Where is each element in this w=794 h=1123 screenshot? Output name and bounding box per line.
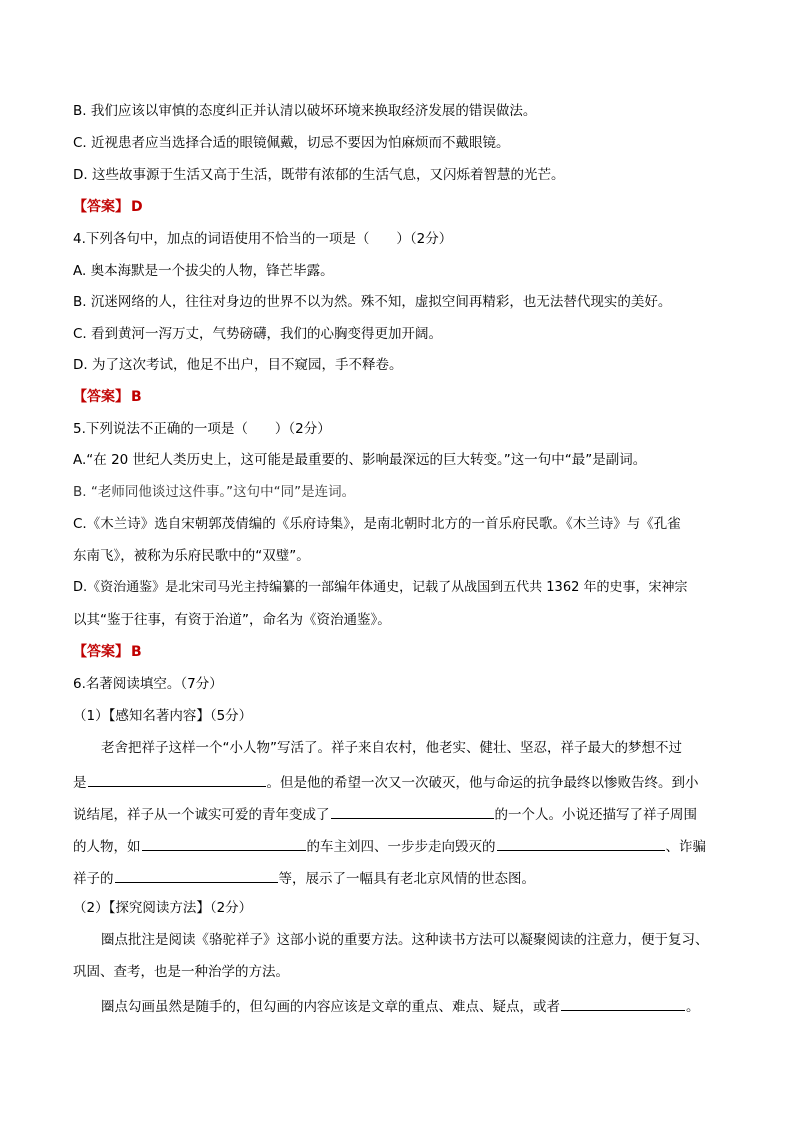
q5-stem: 5.下列说法不正确的一项是（ ）（2分） [73,421,331,437]
q3-option-d: D. 这些故事源于生活又高于生活，既带有浓郁的生活气息，又闪烁着智慧的光芒。 [73,167,565,183]
text-segment: 是 [73,775,87,791]
q4-answer [73,387,142,407]
fill-blank-4[interactable] [497,834,665,851]
answer-label: 【答案】 [73,389,129,405]
q3-option-c: C. 近视患者应当选择合适的眼镜佩戴，切忌不要因为怕麻烦而不戴眼镜。 [73,135,510,151]
q4-option-b: B. 沉迷网络的人，往往对身边的世界不以为然。殊不知，虚拟空间再精彩，也无法替代现实的美好。 [73,294,672,310]
q3-answer [73,197,143,217]
text-segment: 等，展示了一幅具有老北京风情的世态图。 [278,871,535,887]
text-segment: 的车主刘四、一步步走向毁灭的 [306,839,496,855]
text-segment: 的一个人。小说还描写了祥子周围 [494,807,697,823]
answer-value: B [131,389,142,405]
q5-option-d-line2: 以其“鉴于往事，有资于治道”，命名为《资治通鉴》。 [73,612,391,628]
q6-p2-line2: 巩固、查考，也是一种治学的方法。 [73,964,289,980]
q6-part1-title: （1）【感知名著内容】（5分） [73,708,253,724]
text-segment: 的人物，如 [73,839,141,855]
q5-option-a: A.“在 20 世纪人类历史上，这可能是最重要的、影响最深远的巨大转变。”这一句中“最”是副词。 [73,452,647,468]
q6-part2-title: （2）【探究阅读方法】（2分） [73,900,253,916]
answer-value: D [131,199,143,215]
q5-option-c-line2: 东南飞》，被称为乐府民歌中的“双璧”。 [73,548,310,564]
fill-blank-2[interactable] [331,802,494,819]
text-segment: 。 [686,999,700,1015]
q4-option-a: A. 奥本海默是一个拔尖的人物，锋芒毕露。 [73,263,334,279]
text-segment: 、诈骗 [665,839,706,855]
answer-label: 【答案】 [73,199,129,215]
q6-stem: 6.名著阅读填空。（7分） [73,676,223,692]
q6-p1-line1: 老舍把祥子这样一个“小人物”写活了。祥子来自农村，他老实、健壮、坚忍，祥子最大的梦想不过 [101,740,682,756]
q5-option-c-line1: C.《木兰诗》选自宋朝郭茂倩编的《乐府诗集》，是南北朝时北方的一首乐府民歌。《木兰诗》与《孔雀 [73,516,681,532]
q6-p1-line5 [73,866,535,889]
text-segment: 说结尾，祥子从一个诚实可爱的青年变成了 [73,807,330,823]
q6-p1-line3 [73,802,697,825]
fill-blank-5[interactable] [115,866,278,883]
text-segment: 。但是他的希望一次又一次破灭，他与命运的抗争最终以惨败告终。到小 [266,775,699,791]
text-segment: 圈点勾画虽然是随手的，但勾画的内容应该是文章的重点、难点、疑点，或者 [101,999,560,1015]
q3-option-b: B. 我们应该以审慎的态度纠正并认清以破坏环境来换取经济发展的错误做法。 [73,103,537,119]
fill-blank-3[interactable] [142,834,306,851]
q4-option-d: D. 为了这次考试，他足不出户，目不窥园，手不释卷。 [73,357,403,373]
fill-blank-6[interactable] [561,994,685,1011]
q6-p2-line3 [101,994,700,1017]
answer-value: B [131,644,142,660]
q5-option-b: B. “老师同他谈过这件事。”这句中“同”是连词。 [73,484,356,500]
text-segment: 祥子的 [73,871,114,887]
q6-p1-line4 [73,834,706,857]
q5-option-d-line1: D.《资治通鉴》是北宋司马光主持编纂的一部编年体通史，记载了从战国到五代共 1362 年的史事，宋神宗 [73,580,688,595]
q4-option-c: C. 看到黄河一泻万丈，气势磅礴，我们的心胸变得更加开阔。 [73,326,443,342]
q6-p2-line1: 圈点批注是阅读《骆驼祥子》这部小说的重要方法。这种读书方法可以凝聚阅读的注意力，便于复习、 [101,932,709,948]
answer-label: 【答案】 [73,644,129,660]
q6-p1-line2 [73,770,699,793]
q5-answer [73,642,142,662]
fill-blank-1[interactable] [88,770,266,787]
q4-stem: 4.下列各句中，加点的词语使用不恰当的一项是（ ）（2分） [73,231,453,247]
